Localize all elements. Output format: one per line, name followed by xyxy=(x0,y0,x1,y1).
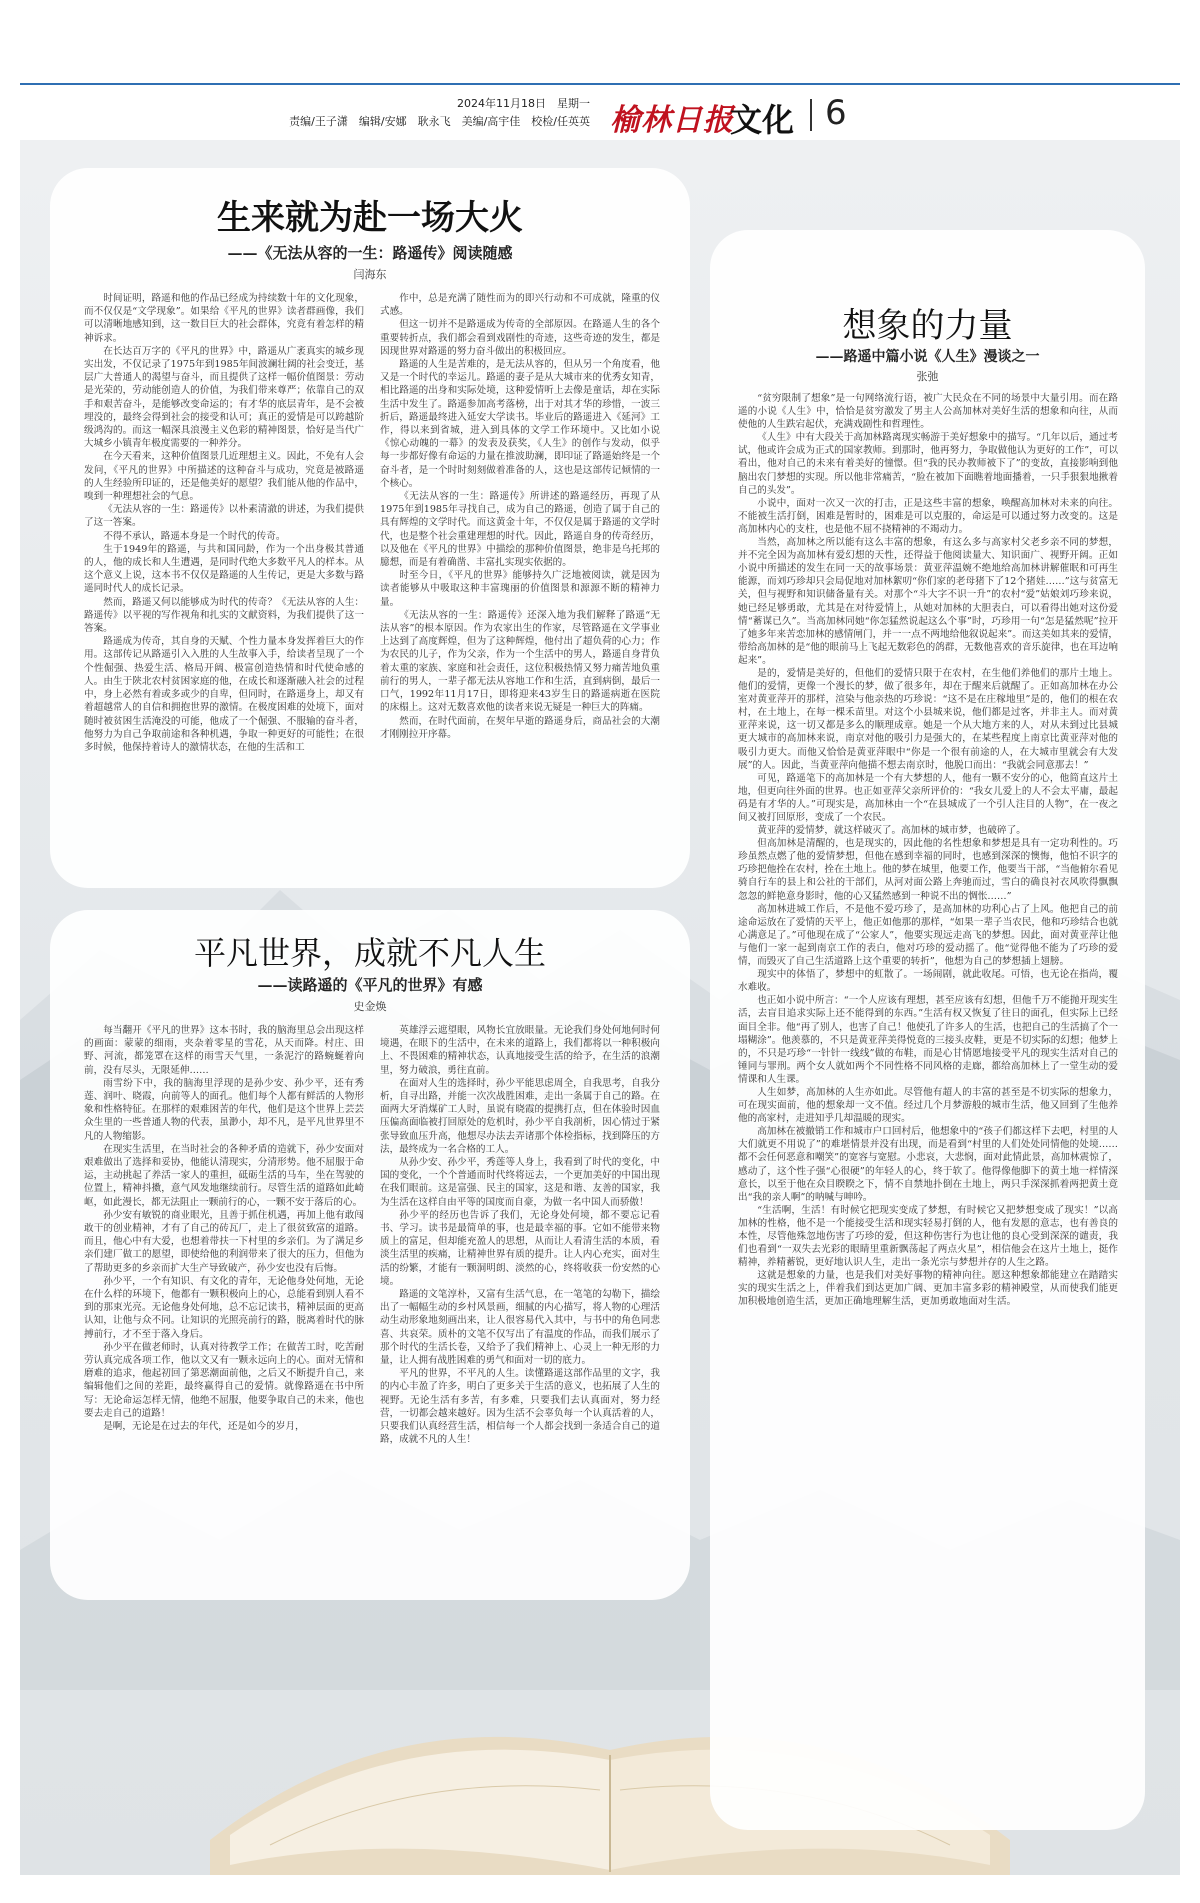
paragraph: 《无法从容的一生：路遥传》还深入地为我们解释了路遥“无法从容”的根本原因。作为农家出生的作家，尽管路遥在文学事业上达到了高度辉煌，但为了这种辉煌，他付出了超负荷的心力；作为农民的儿子，作为父亲，作为一个生活中的男人，路遥自身背负着太重的家族、家庭和社会责任，这位积极热情又努力痛苦地负重前行的男人，一辈子都无法从容地工作和生活，直到病倒，最后一口气，1992年11月17日，即将迎来43岁生日的路遥病逝在医院的床榻上。这对无数喜欢他的读者来说无疑是一种巨大的阵痛。 xyxy=(380,609,660,714)
paragraph: 英雄浮云遮望眼，风物长宜放眼量。无论我们身处何地何时何境遇，在眼下的生活中，在未来的道路上，我们都将以一种积极向上、不畏困难的精神状态，认真地接受生活的给予，在生活的浪潮里，努力破浪，勇往直前。 xyxy=(380,1025,660,1076)
paragraph: “贫穷限制了想象”是一句网络流行语，被广大民众在不同的场景中大量引用。而在路遥的小说《人生》中，恰恰是贫穷激发了男主人公高加林对美好生活的想象和向往，从而使他的人生跌宕起伏，充满戏剧性和哲理性。 xyxy=(738,393,1118,431)
article3-column-1 xyxy=(84,1024,364,1584)
paragraph: 生于1949年的路遥，与共和国同龄，作为一个出身极其普通的人，他的成长和人生遭遇，是同时代绝大多数平凡人的样本。从这个意义上说，这本书不仅仅是路遥的人生传记，更是大多数与路遥同时代人的成长记录。 xyxy=(84,543,364,595)
paragraph: 在今天看来，这种价值图景几近理想主义。因此，不免有人会发问，《平凡的世界》中所描述的这种奋斗与成功，究竟是被路遥的人生经验所印证的，还是他美好的愿望？我们能从他的作品中，嗅到一种理想社会的气息。 xyxy=(84,451,364,503)
paragraph: 在长达百万字的《平凡的世界》中，路遥从广袤真实的城乡现实出发，不仅记录了1975年到1985年间波澜壮阔的社会变迁，基层广大普通人的渴望与奋斗，而且提供了这样一幅价值图景：劳动是光荣的，劳动能创造人的价值，为我们带来尊严；依靠自己的双手和艰苦奋斗，是能够改变命运的；有才华的底层青年，是不会被埋没的，最终会得到社会的接受和认可；真正的爱情是可以跨越阶级鸿沟的。而这一幅深具浪漫主义色彩的精神图景，恰好是当代广大城乡小镇青年极度需要的一种养分。 xyxy=(84,345,364,450)
paragraph: 然而，路遥又何以能够成为时代的传奇？《无法从容的人生：路遥传》以平视的写作视角和扎实的文献资料，为我们提供了这一答案。 xyxy=(84,596,364,635)
article1-author: 闫海东 xyxy=(353,268,387,281)
paragraph: 《人生》中有大段关于高加林路离现实畅游于美好想象中的描写。“几年以后，通过考试，他或许会成为正式的国家教师。到那时，他再努力，争取做他认为更好的工作”，可以看出，他对自己的未来有着美好的憧憬。但“我的民办教师被下了”的变故，直接影响到他脑出农门梦想的实现。所以他非常痛苦，“脸在被加下面瞧着地面播着，一只手狠狠地揪着自己的头发”。 xyxy=(738,432,1118,496)
paragraph: 时间证明，路遥和他的作品已经成为持续数十年的文化现象，而不仅仅是“文学现象”。如果给《平凡的世界》读者群画像，我们可以清晰地感知到，这一数目巨大的社会群体，究竟有着怎样的精神诉求。 xyxy=(84,293,364,344)
paragraph: 黄亚萍的爱情梦，就这样破灭了。高加林的城市梦，也破碎了。 xyxy=(757,825,1026,837)
section-name: 文化 xyxy=(730,101,795,139)
paragraph: 从孙少安、孙少平，秀莲等人身上，我看到了时代的变化，中国的变化，一个个普通而时代终将远去，一个更加美好的中国出现在我们眼前。这是富强、民主的国家，这是和谐、友善的国家，我为生活在这样自由平等的国度而自豪，为做一名中国人而骄傲！ xyxy=(380,1157,660,1208)
article3-author: 史金焕 xyxy=(353,1000,387,1013)
article1-subtitle: ——《无法从容的一生：路遥传》阅读随感 xyxy=(227,244,513,262)
paragraph: 但高加林是清醒的，也是现实的，因此他的名性想象和梦想是具有一定功利性的。巧珍虽然点燃了他的爱情梦想，但他在感到幸福的同时，也感到深深的懊悔，他怕不识字的巧珍把他拴在农村，拴在土地上。他的梦在城里，他要工作，他要当干部，“当他俯尔看见骑自行车的县上和公社的干部们，从河对面公路上奔驰而过，雪白的确良衬衣风吹得飘飘忽忽的鲜艳意身影时，他的心又猛然感到一种说不出的惆怅……” xyxy=(738,838,1118,902)
issue-date: 2024年11月18日 星期一 xyxy=(457,97,590,110)
page-background xyxy=(20,140,1180,1875)
paragraph: 是啊，无论是在过去的年代，还是如今的岁月， xyxy=(103,1421,305,1433)
paragraph: 高加林进城工作后，不是他不爱巧珍了，是高加林的功利心占了上风。他把自己的前途命运放在了爱情的天平上，他正如他那的那样，“如果一辈子当农民，他和巧珍结合也就心满意足了。”可他现在成了“公家人”，他要实现远走高飞的梦想。因此，面对黄亚萍让他与他们一家一起到南京工作的表白，他对巧珍的爱动摇了。他“觉得他不能为了巧珍的爱情，而毁灭了自己生活道路上这个重要的转折”，他想为自己的梦想插上翅膀。 xyxy=(738,903,1118,968)
article1-column-2 xyxy=(380,292,660,872)
paragraph: 在现实生活里，在当时社会的各种矛盾的造就下，孙少安面对艰难做出了选择和妥协，他能认清现实，分清形势。他不屈服于命运，主动挑起了养活一家人的重担，砥砺生活的马车，坐在驾驶的位置上，精神抖擞，意气风发地继续前行。尽管生活的道路如此崎岖，如此漫长，都无法阻止一颗前行的心，一颗不安于落后的心。 xyxy=(84,1143,364,1208)
page-header xyxy=(20,93,1180,139)
paragraph: 时至今日，《平凡的世界》能够持久广泛地被阅读，就是因为读者能够从中吸取这种丰富瑰丽的价值图景和源源不断的精神力量。 xyxy=(380,570,660,608)
paragraph: 当然，高加林之所以能有这么丰富的想象，有这么多与高家村父老乡亲不同的梦想，并不完全因为高加林有爱幻想的天性，还得益于他阅读量大、知识面广、视野开阔。正如小说中所描述的发生在同一天的故事场景：黄亚萍温婉不绝地给高加林讲解催眠和可再生能源，而刘巧珍却只会局促地对加林絮叨“你们家的老母猪下了12个猪娃……”这与贫富无关，但与视野和知识储备量有关。对那个“斗大字不识一升”的农村“爱”姑娘刘巧珍来说，她已经足够勇敢，尤其是在对待爱情上，从她对加林的大胆表白，可以看得出她对这份爱情“蓄谋已久”。当高加林同她“你怎猛然说起这么个事”时，巧珍用一句“怎是猛然呢”拉开了她多年来苦恋加林的感情闸门，并一一点不两地给他叙说起来”。而这美如其来的爱情，带给高加林的是“他的眼前马上飞起无数彩色的鸽群，无数他喜欢的音乐旋律，也在耳边响起来”。 xyxy=(738,537,1118,666)
article1-title: 生来就为赴一场大火 xyxy=(217,198,523,238)
paragraph: 路遥成为传奇，其自身的天赋、个性力量本身发挥着巨大的作用。这部传记从路遥引入入胜的人生故事入手，给读者呈现了一个个性倔强、热爱生活、格局开阔、极富创造热情和时代使命感的人。由生于陕北农村贫困家庭的他，在成长和逐渐融入社会的过程中，身上必然有着或多或少的自卑，但同时，在路遥身上，却又有着超越常人的自信和拥抱世界的激情。在极度困难的处境下，面对随时被贫困生活淹没的可能，他成了一个倔强、不服输的奋斗者，他努力为自己争取前途和各种机遇，争取一种更好的可能性；在很多时候，他保持着诗人的激情状态，在他的生活和工 xyxy=(84,636,364,753)
paragraph: 作中，总是充满了随性而为的即兴行动和不可成就，隆重的仪式感。 xyxy=(380,293,660,318)
article3-title: 平凡世界，成就不凡人生 xyxy=(193,934,546,972)
paragraph: 这就是想象的力量，也是我们对美好事物的精神向往。愿这种想象都能建立在踏踏实实的现实生活之上，伴着我们到达更加广阔、更加丰富多彩的精神殿堂，从而使我们能更加积极地创造生活，更加正确地理解生活，更加勇敢地面对生活。 xyxy=(738,1270,1118,1308)
paragraph: 每当翻开《平凡的世界》这本书时，我的脑海里总会出现这样的画面：蒙蒙的细雨，夹杂着零星的雪花，从天而降。村庄、田野、河流，都笼罩在这样的雨雪天气里，一条泥泞的路蜿蜒着向前，没有尽头，无限延伸…… xyxy=(84,1025,364,1076)
paragraph: 高加林在被撤销工作和城市户口回村后，他想象中的“孩子们都这样下去吧，村里的人大们就更不用说了”的难堪情景并没有出现，而是看到“村里的人们处处同情他的处境……都不会任何恶意和嘲笑”的宽容与宽慰。小悲哀，大悲悯，面对此情此景，高加林震惊了，感动了，这个性子强“心很硬”的年轻人的心，终于软了。他得像他脚下的黄土地一样情深意长，以至于他在众目睽睽之下，情不自禁地扑倒在土地上，两只手深深抓着两把黄土竟出“我的亲人啊”的呐喊与呻吟。 xyxy=(738,1126,1118,1203)
header-rule xyxy=(20,83,1180,85)
paragraph: 不得不承认，路遥本身是一个时代的传奇。 xyxy=(103,530,286,542)
paragraph: 在面对人生的选择时，孙少平能思虑周全，自我思考，自我分析，自寻出路，并能一次次战胜困难，走出一条属于自己的路。在面两大牙消煤矿工人时，虽说有晓霞的提携打点，但在体验时因血压偏高面临被打回原处的危机时，孙少平自我剖析，因心情过于紧张导致血压升高，他想尽办法去弄诸那个体检指标，找到降压的方法，最终成为一名合格的工人。 xyxy=(380,1077,660,1155)
paragraph: 孙少平在做老师时，认真对待教学工作；在做苦工时，吃苦耐劳认真完成各项工作，他以文又有一颗永远向上的心。面对无情和磨难的追求，他起初回了第恶潮面前他，之后又不断提升自己，来编辑他们之间的差距，最终赢得自己的爱情。就像路遥在书中所写：无论命运怎样无情，他绝不屈服，他要争取自己的未来，他也要去走自己的道路！ xyxy=(84,1341,364,1419)
header-info xyxy=(210,95,590,131)
article-panel-1 xyxy=(50,168,690,888)
paragraph: 也正如小说中所言：“一个人应该有理想，甚至应该有幻想，但他千万不能抛开现实生活，去盲目追求实际上还不能得到的东西。”生活有权又恢复了往日的面孔，但实际上已经面目全非。他“再了别人，也害了自己！他使孔了许多人的生活，也把自己的生活搞了个一塌糊涂”。他羡慕的，不只是黄亚萍美得悦竟的三接头皮鞋，更是不切实际的幻想；他梦上的，不只是巧珍“一针针一线线”做的布鞋，而是心甘情愿地接受平凡的现实生活对自己的锤同与罪刑。两个女人就如两个不同性格不同风格的走廊，都给高加林上了一堂生动的爱情课和人生课。 xyxy=(738,995,1118,1085)
paragraph: 孙少平，一个有知识、有文化的青年，无论他身处何地，无论在什么样的环境下，他都有一颗积极向上的心，总能看到别人看不到的那束光亮。无论他身处何地，总不忘记读书，精神层面的更高认知，让他与众不同。让知识的光照亮前行的路，脱离着时代的脉搏前行，才不至于落入身后。 xyxy=(84,1275,364,1340)
article3-subtitle: ——读路遥的《平凡的世界》有感 xyxy=(257,976,483,994)
article2-column xyxy=(738,392,1118,1792)
editorial-staff: 责编/王子潇 编辑/安娜 耿永飞 美编/高宇佳 校检/任英英 xyxy=(289,115,590,128)
paragraph: “生活啊，生活！有时候它把现实变成了梦想，有时候它又把梦想变成了现实！”以高加林的性格，他不是一个能接受生活和现实轻易打倒的人，他有发愿的意志，也有善良的本性，尽管他殊忽地伤害了巧珍的爱，但这种伤害行为也让他的良心受到深深的谴责，我们也看到“一双失去光彩的眼睛里重新飘荡起了两点火星”，相信他会在这片土地上，挺作精神，养精蓄锐，更好地认识人生，走出一条光宗与梦想并存的人生之路。 xyxy=(738,1204,1118,1269)
paragraph: 人生如梦，高加林的人生亦如此。尽管他有超人的丰富的甚至是不切实际的想象力，可在现实面前，他的想象却一文不值。经过几个月梦游般的城市生活，他又回到了生他养他的高家村，走进知乎几却温暖的现实。 xyxy=(738,1086,1118,1125)
article-panel-3 xyxy=(50,910,690,1600)
paragraph: 小说中，面对一次又一次的打击，正是这些丰富的想象，唤醒高加林对未来的向往。不能被生活打倒，困难是暂时的，困难是可以克服的，命运是可以通过努力改变的。这是高加林内心的支柱，也是他不屈不挠精神的不竭动力。 xyxy=(738,497,1118,535)
paragraph: 但这一切并不是路遥成为传奇的全部原因。在路遥人生的各个重要转折点，我们都会看到戏剧性的奇迹，这些奇迹的发生，都是因现世界对路遥的努力奋斗做出的积极回应。 xyxy=(380,319,660,357)
paragraph: 是的，爱情是美好的，但他们的爱情只限于在农村，在生他们养他们的那片土地上。他们的爱情，更像一个漫长的梦，做了很多年，却在于醒来后就醒了。正如高加林在办公室对黄亚萍开的那样，渲染与他亲热的巧珍说：“这不是在庄稼地里”是的，他们的根在农村，在土地上，在每一棵禾苗里。对这个小县城来说，他们都是过客，并非主人。而对黄亚萍来说，这一切又都是多么的顺理成章。她是一个从大地方来的人，对从未到过比县城更大城市的高加林来说，南京对他的吸引力是强大的，在某些程度上南京比黄亚萍对他的吸引力更大。而他又恰恰是黄亚萍眼中“你是一个很有前途的人，在大城市里就会有大发展”的人。因此，当黄亚萍向他描不想去南京时，他脱口而出：“我就会同意那去！” xyxy=(738,667,1118,771)
article-panel-2 xyxy=(710,230,1145,1830)
paragraph: 平凡的世界，不平凡的人生。读懂路遥这部作品里的文字，我的内心丰盈了许多，明白了更多关于生活的意义，也拓展了人生的视野。无论生活有多苦，有多难，只要我们去认真面对，努力经营，一切都会越来越好。因为生活不会辜负每一个认真活着的人，只要我们认真经营生活，相信每一个人都会找到一条适合自己的道路，成就不凡的人生！ xyxy=(380,1368,660,1446)
article3-column-2 xyxy=(380,1024,660,1584)
paragraph: 孙少安有敏锐的商业眼光，且善于抓住机遇，再加上他有敢闯敢干的创业精神，才有了自己的砖瓦厂，走上了很贫致富的道路。而且，他心中有大爱，也想着带扶一下村里的乡亲们。为了满足乡亲们建厂做工的愿望，即使给他的利润带来了很大的压力，但他为了帮助更多的乡亲而扩大生产导致破产，孙少安也没有后悔。 xyxy=(84,1209,364,1274)
header-divider xyxy=(810,99,812,131)
paragraph: 《无法从容的一生：路遥传》所讲述的路遥经历，再现了从1975年到1985年寻找自己，成为自己的路遥，创造了属于自己的具有辉煌的文学时代。而这黄金十年，不仅仅是属于路遥的文学时代，也是整个社会重建理想的时代。因此，路遥自身的传奇经历，以及他在《平凡的世界》中描绘的那种价值图景，绝非是乌托邦的臆想，而是有着确凿、丰富扎实现实依据的。 xyxy=(380,491,660,569)
paragraph: 然而，在时代面前，在契年早逝的路遥身后，商品社会的大潮才刚刚拉开序幕。 xyxy=(380,715,660,740)
article2-subtitle: ——路遥中篇小说《人生》漫谈之一 xyxy=(815,349,1040,365)
article2-title: 想象的力量 xyxy=(842,306,1013,346)
paragraph: 可见，路遥笔下的高加林是一个有大梦想的人，他有一颗不安分的心，他简直这片土地，但更向往外面的世界。也正如亚萍父亲所评价的：“我女儿爱上的人不会太平庸，最起码是有才华的人。”可现实是，高加林由一个“在县城成了一个引人注目的人物”，在一夜之间又被打回原形，变成了一个农民。 xyxy=(738,772,1118,823)
newspaper-masthead: 榆林日报 xyxy=(610,103,734,138)
page-number: 6 xyxy=(825,93,847,133)
article2-author: 张弛 xyxy=(916,370,939,383)
paragraph: 《无法从容的一生：路遥传》以朴素清澈的讲述，为我们提供了这一答案。 xyxy=(84,504,364,529)
paragraph: 路遥的文笔淳朴，又富有生活气息，在一笔笔的勾勒下，描绘出了一幅幅生动的乡村风景画，细腻的内心描写，将人物的心理活动生动形象地刻画出来，让人很容易代入其中，与书中的角色同悲喜、共哀荣。质朴的文笔不仅写出了有温度的作品，而我们展示了那个时代的生活长卷，又给予了我们精神上、心灵上一种无形的力量，让人拥有战胜困难的勇气和面对一切的底力。 xyxy=(380,1289,660,1367)
paragraph: 孙少平的经历也告诉了我们，无论身处何境，都不要忘记看书、学习。读书是最简单的事，也是最幸福的事。它如不能带来物质上的富足，但却能充盈人的思想，从而让人看清生活的本质，看淡生活里的疾痛，让精神世界有质的提升。让人内心充实，面对生活的纷繁，才能有一颗洞明朗、淡然的心，终将收获一份安然的心境。 xyxy=(380,1209,660,1287)
paragraph: 现实中的体悟了，梦想中的虹散了。一场闹剧，就此收尾。可悟，也无论在指尚，覆水难收。 xyxy=(738,969,1118,994)
article1-column-1 xyxy=(84,292,364,872)
paragraph: 雨雪纷下中，我的脑海里浮现的是孙少安、孙少平，还有秀莲、润叶、晓霞，向前等人的面孔。他们每个人都有鲜活的人物形象和性格特征。在那样的艰难困苦的年代，他们是这个世界上芸芸众生里的一些普通人物的代表，虽渺小，却不凡，是平凡世界里不凡的人物缩影。 xyxy=(84,1077,364,1142)
paragraph: 路遥的人生是苦难的，是无法从容的，但从另一个角度看，他又是一个时代的幸运儿。路遥的妻子是从大城市来的优秀女知青，相比路遥的出身和实际处境，这种爱情听上去像是童话，却在实际生活中发生了。路遥参加高考落榜，出于对其才华的珍惜，一波三折后，路遥最终进入延安大学读书。毕业后的路遥进入《延河》工作，得以来到省城，进入到具体的文学工作环境中。又比如小说《惊心动魄的一幕》的发表及获奖，《人生》的创作与发动，似乎每一步都好像有命运的力量在推波助澜，即印证了路遥始终是一个奋斗者，是一个时时刻刻做着准备的人，这也是这部传记倾情的一个核心。 xyxy=(380,359,660,489)
